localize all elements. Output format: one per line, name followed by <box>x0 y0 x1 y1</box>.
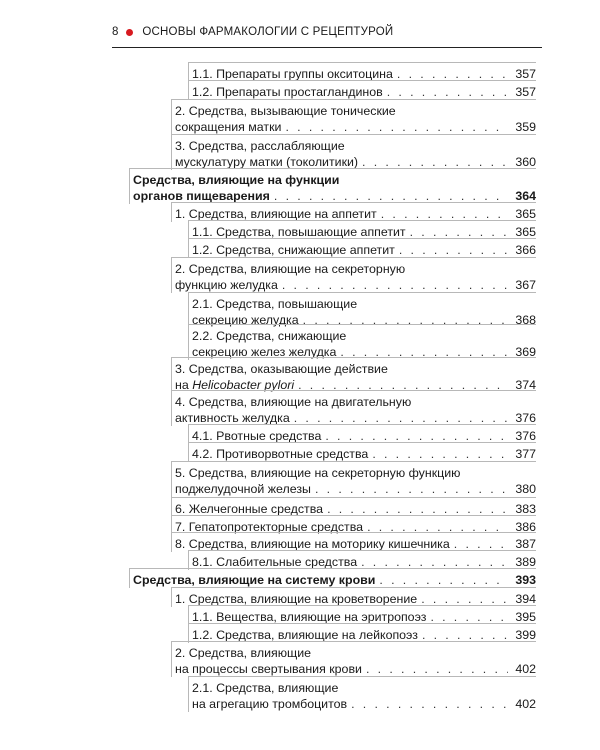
dot-leader <box>399 242 508 258</box>
entry-separator <box>171 515 536 516</box>
toc-page-number: 387 <box>515 537 536 551</box>
entry-guide <box>171 532 172 552</box>
entry-separator <box>171 357 536 358</box>
toc-entry-text: 8.1. Слабительные средства <box>192 555 358 569</box>
entry-guide <box>188 292 189 328</box>
toc-entry-text: 1.2. Средства, влияющие на лейкопоэз <box>192 628 418 642</box>
toc-page-number: 399 <box>515 628 536 642</box>
toc-page-number: 357 <box>515 67 536 81</box>
entry-guide <box>188 623 189 643</box>
toc-entry-text: 1.1. Препараты группы окситоцина <box>192 67 393 81</box>
toc-entry-text: 2. Средства, вызывающие тонические <box>175 104 396 118</box>
toc-entry-text: Средства, влияющие на функции <box>133 173 340 187</box>
toc-entry-text: функцию желудка <box>175 278 278 292</box>
toc-entry[interactable] <box>175 261 536 293</box>
toc-entry-text: 2.1. Средства, повышающие <box>192 297 358 311</box>
toc-entry[interactable] <box>175 645 536 677</box>
toc-page-number: 359 <box>515 120 536 134</box>
toc-page-number: 376 <box>515 411 536 425</box>
toc-page-number: 357 <box>515 85 536 99</box>
entry-guide <box>188 676 189 712</box>
toc-page-number: 386 <box>515 520 536 534</box>
toc-page-number: 365 <box>515 225 536 239</box>
toc-entry-text: 4.1. Рвотные средства <box>192 429 322 443</box>
toc-entry[interactable] <box>133 172 536 204</box>
entry-guide <box>188 80 189 100</box>
entry-separator <box>188 62 536 63</box>
entry-separator <box>188 550 536 551</box>
toc-entry-text: 1.2. Средства, снижающие аппетит <box>192 243 395 257</box>
toc-entry-text: 1.1. Средства, повышающие аппетит <box>192 225 406 239</box>
toc-entry-text: 1. Средства, влияющие на аппетит <box>175 207 377 221</box>
entry-separator <box>129 168 536 169</box>
entry-separator <box>171 134 536 135</box>
toc-entry-text: 7. Гепатопротекторные средства <box>175 520 364 534</box>
dot-leader <box>366 661 508 677</box>
entry-guide <box>171 641 172 677</box>
toc-entry-text: 6. Желчегонные средства <box>175 502 324 516</box>
entry-guide <box>188 238 189 258</box>
entry-separator <box>188 424 536 425</box>
toc-page-number: 376 <box>515 429 536 443</box>
toc-entry-text: 4. Средства, влияющие на двигательную <box>175 395 412 409</box>
entry-separator <box>188 220 536 221</box>
entry-guide <box>171 134 172 170</box>
toc-entry-text: 2. Средства, влияющие <box>175 646 312 660</box>
toc-page-number: 393 <box>515 573 536 587</box>
toc-page-number: 389 <box>515 555 536 569</box>
toc-entry-text: 2. Средства, влияющие на секреторную <box>175 262 406 276</box>
running-header <box>112 26 542 38</box>
entry-separator <box>171 641 536 642</box>
dot-leader <box>315 481 508 497</box>
toc-entry[interactable] <box>175 465 536 497</box>
entry-guide <box>129 168 130 204</box>
entry-separator <box>171 532 536 533</box>
red-bullet-icon <box>126 29 133 36</box>
toc-entry-text: 2.2. Средства, снижающие <box>192 329 347 343</box>
toc-entry[interactable] <box>192 680 536 712</box>
dot-leader <box>351 696 508 712</box>
toc-page-number: 402 <box>515 697 536 711</box>
toc-entry[interactable] <box>133 572 536 588</box>
toc-entry-text: сокращения матки <box>175 120 282 134</box>
entry-separator <box>188 605 536 606</box>
entry-separator <box>171 257 536 258</box>
toc-page-number: 380 <box>515 482 536 496</box>
toc-entry-text: 2.1. Средства, влияющие <box>192 681 339 695</box>
toc-entry[interactable] <box>175 394 536 426</box>
entry-guide <box>188 605 189 625</box>
toc-entry-text: активность желудка <box>175 411 290 425</box>
entry-separator <box>188 292 536 293</box>
entry-separator <box>188 623 536 624</box>
entry-guide <box>171 587 172 607</box>
entry-guide <box>188 62 189 82</box>
toc-entry-italic: Helicobacter pylori <box>192 378 295 392</box>
toc-entry-text: 3. Средства, расслабляющие <box>175 139 345 153</box>
toc-page-number: 365 <box>515 207 536 221</box>
toc-page-number: 360 <box>515 155 536 169</box>
dot-leader <box>387 84 508 100</box>
entry-guide <box>188 442 189 462</box>
toc-entry-text: на агрегацию тромбоцитов <box>192 697 348 711</box>
toc-page-number: 368 <box>515 313 536 327</box>
toc-entry-text: поджелудочной железы <box>175 482 311 496</box>
toc-entry[interactable] <box>175 103 536 135</box>
toc-entry[interactable] <box>192 84 536 100</box>
toc-entry-text: секрецию желез желудка <box>192 345 337 359</box>
entry-separator <box>171 390 536 391</box>
entry-guide <box>171 461 172 497</box>
toc-entry[interactable] <box>192 328 536 360</box>
toc-entry-text: 8. Средства, влияющие на моторику кишечника <box>175 537 450 551</box>
toc-page-number: 394 <box>515 592 536 606</box>
entry-guide <box>188 220 189 240</box>
toc-entry-text: 5. Средства, влияющие на секреторную функцию <box>175 466 461 480</box>
entry-guide <box>129 568 130 588</box>
entry-guide <box>171 202 172 222</box>
entry-guide <box>171 497 172 517</box>
toc-entry-text: Средства, влияющие на систему крови <box>133 573 376 587</box>
entry-separator <box>129 568 536 569</box>
book-title: ОСНОВЫ ФАРМАКОЛОГИИ С РЕЦЕПТУРОЙ <box>142 26 394 38</box>
toc-page-number: 374 <box>515 378 536 392</box>
dot-leader <box>372 446 508 462</box>
entry-guide <box>171 357 172 393</box>
toc-entry-text: 1.2. Препараты простагландинов <box>192 85 383 99</box>
dot-leader <box>282 277 508 293</box>
entry-separator <box>171 461 536 462</box>
toc-page-number: 366 <box>515 243 536 257</box>
toc-page-number: 377 <box>515 447 536 461</box>
page-number: 8 <box>112 26 119 38</box>
entry-separator <box>188 80 536 81</box>
entry-guide <box>188 550 189 570</box>
toc-entry-text: мускулатуру матки (токолитики) <box>175 155 359 169</box>
entry-guide <box>171 99 172 135</box>
entry-separator <box>188 676 536 677</box>
toc-entry[interactable] <box>192 446 536 462</box>
dot-leader <box>303 312 508 328</box>
toc-entry-text: на Helicobacter pylori <box>175 378 295 392</box>
entry-separator <box>188 442 536 443</box>
entry-guide <box>171 390 172 426</box>
dot-leader <box>379 572 508 588</box>
dot-leader <box>285 119 508 135</box>
entry-guide <box>188 324 189 360</box>
toc-entry-text: секрецию желудка <box>192 313 299 327</box>
toc-page-number: 395 <box>515 610 536 624</box>
toc-entry-text: 4.2. Противорвотные средства <box>192 447 369 461</box>
entry-separator <box>188 238 536 239</box>
header-rule <box>112 47 542 48</box>
toc-entry-text: органов пищеварения <box>133 189 270 203</box>
toc-entry-text: 3. Средства, оказывающие действие <box>175 362 388 376</box>
toc-page-number: 364 <box>515 189 536 203</box>
toc-page-number: 367 <box>515 278 536 292</box>
toc-page-number: 369 <box>515 345 536 359</box>
entry-separator <box>171 497 536 498</box>
entry-separator <box>171 99 536 100</box>
toc-page-number: 402 <box>515 662 536 676</box>
toc-entry-text: 1.1. Вещества, влияющие на эритропоэз <box>192 610 427 624</box>
toc-entry-text: на процессы свертывания крови <box>175 662 362 676</box>
toc-entry[interactable] <box>175 138 536 170</box>
toc-entry-text: 1. Средства, влияющие на кроветворение <box>175 592 418 606</box>
toc-page-number: 383 <box>515 502 536 516</box>
entry-separator <box>171 202 536 203</box>
toc-entry[interactable] <box>175 361 536 393</box>
entry-guide <box>171 257 172 293</box>
entry-guide <box>188 424 189 444</box>
entry-separator <box>188 324 536 325</box>
entry-separator <box>171 587 536 588</box>
toc-entry[interactable] <box>192 242 536 258</box>
